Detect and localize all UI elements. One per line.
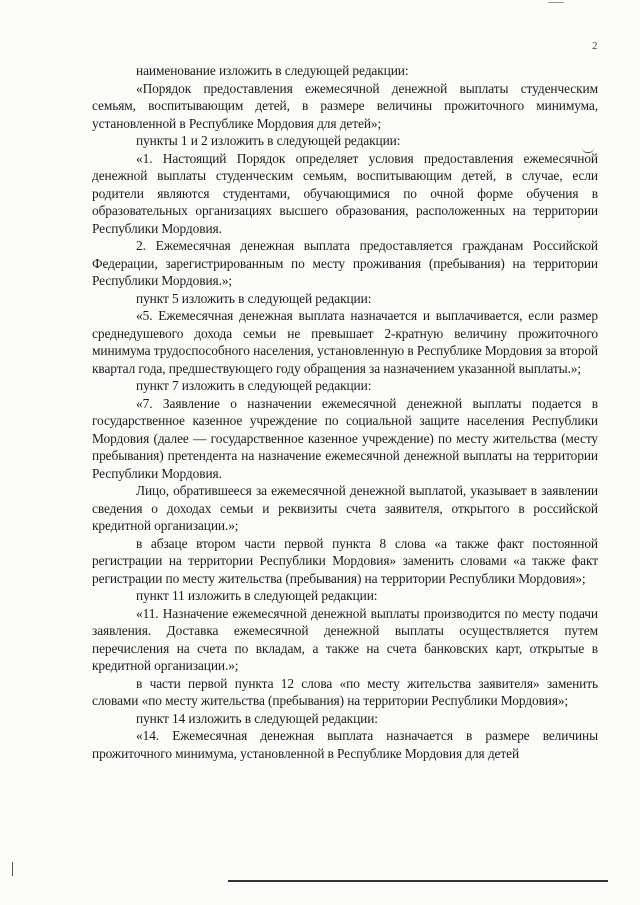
paragraph: 2. Ежемесячная денежная выплата предоставляется гражданам Российской Федерации, зарегистрированным по месту проживания (пребывания) на территории Республики Мордовия.»; bbox=[92, 238, 598, 288]
scan-artifact-top bbox=[548, 2, 564, 3]
paragraph: в части первой пункта 12 слова «по месту жительства заявителя» заменить словами «по месту жительства (пребывания) на территории Республики Мордовия»; bbox=[92, 675, 598, 708]
page-number: 2 bbox=[592, 40, 598, 52]
paragraph: пункты 1 и 2 изложить в следующей редакции: bbox=[136, 133, 401, 148]
document-body bbox=[92, 62, 598, 762]
paragraph: «11. Назначение ежемесячной денежной выплаты производится по месту подачи заявления. Доставка ежемесячной денежной выплаты осуществляется путем перечисления на счета по вкладам, а также на счета банковских карт, открытые в кредитной организации.»; bbox=[92, 605, 598, 673]
paragraph: Лицо, обратившееся за ежемесячной денежной выплатой, указывает в заявлении сведения о доходах семьи и реквизиты счета заявителя, открытого в российской кредитной организации.»; bbox=[92, 483, 598, 533]
paragraph: «14. Ежемесячная денежная выплата назначается в размере величины прожиточного минимума, установленной в Республике Мордовия для детей bbox=[92, 728, 598, 761]
paragraph: наименование изложить в следующей редакции: bbox=[136, 63, 409, 78]
paragraph: пункт 14 изложить в следующей редакции: bbox=[136, 710, 378, 726]
paragraph: «1. Настоящий Порядок определяет условия предоставления ежемесячной денежной выплаты студенческим семьям, воспитывающим детей, в случае, если родители являются студентами, обучающимися по очной форме обучения в образовательных организациях высшего образования, расположенных на территории Республики Мордовия. bbox=[92, 150, 598, 236]
scan-artifact-left bbox=[12, 862, 13, 876]
paragraph: пункт 7 изложить в следующей редакции: bbox=[136, 378, 372, 393]
paragraph: «7. Заявление о назначении ежемесячной денежной выплаты подается в государственное казенное учреждение по социальной защите населения Республики Мордовия (далее — государственное казенное учреждение) по месту жительства (месту пребывания) претендента на назначение ежемесячной денежной выплаты на территории Республики Мордовия. bbox=[92, 395, 598, 481]
scan-artifact-bottom-rule bbox=[228, 880, 608, 882]
paragraph: пункт 11 изложить в следующей редакции: bbox=[136, 588, 378, 603]
paragraph: в абзаце втором части первой пункта 8 слова «а также факт постоянной регистрации на территории Республики Мордовия» заменить словами «а также факт регистрации по месту жительства (пребывания) на территории Республики Мордовия»; bbox=[92, 535, 598, 586]
paragraph: пункт 5 изложить в следующей редакции: bbox=[136, 290, 372, 306]
paragraph: «5. Ежемесячная денежная выплата назначается и выплачивается, если размер среднедушевого дохода семьи не превышает 2-кратную величину прожиточного минимума трудоспособного населения, установленную в Республике Мордовия за второй квартал года, предшествующего году обращения за назначением указанной выплаты.»; bbox=[92, 308, 598, 376]
paragraph: «Порядок предоставления ежемесячной денежной выплаты студенческим семьям, воспитывающим детей, в размере величины прожиточного минимума, установленной в Республике Мордовия для детей»; bbox=[92, 80, 598, 131]
